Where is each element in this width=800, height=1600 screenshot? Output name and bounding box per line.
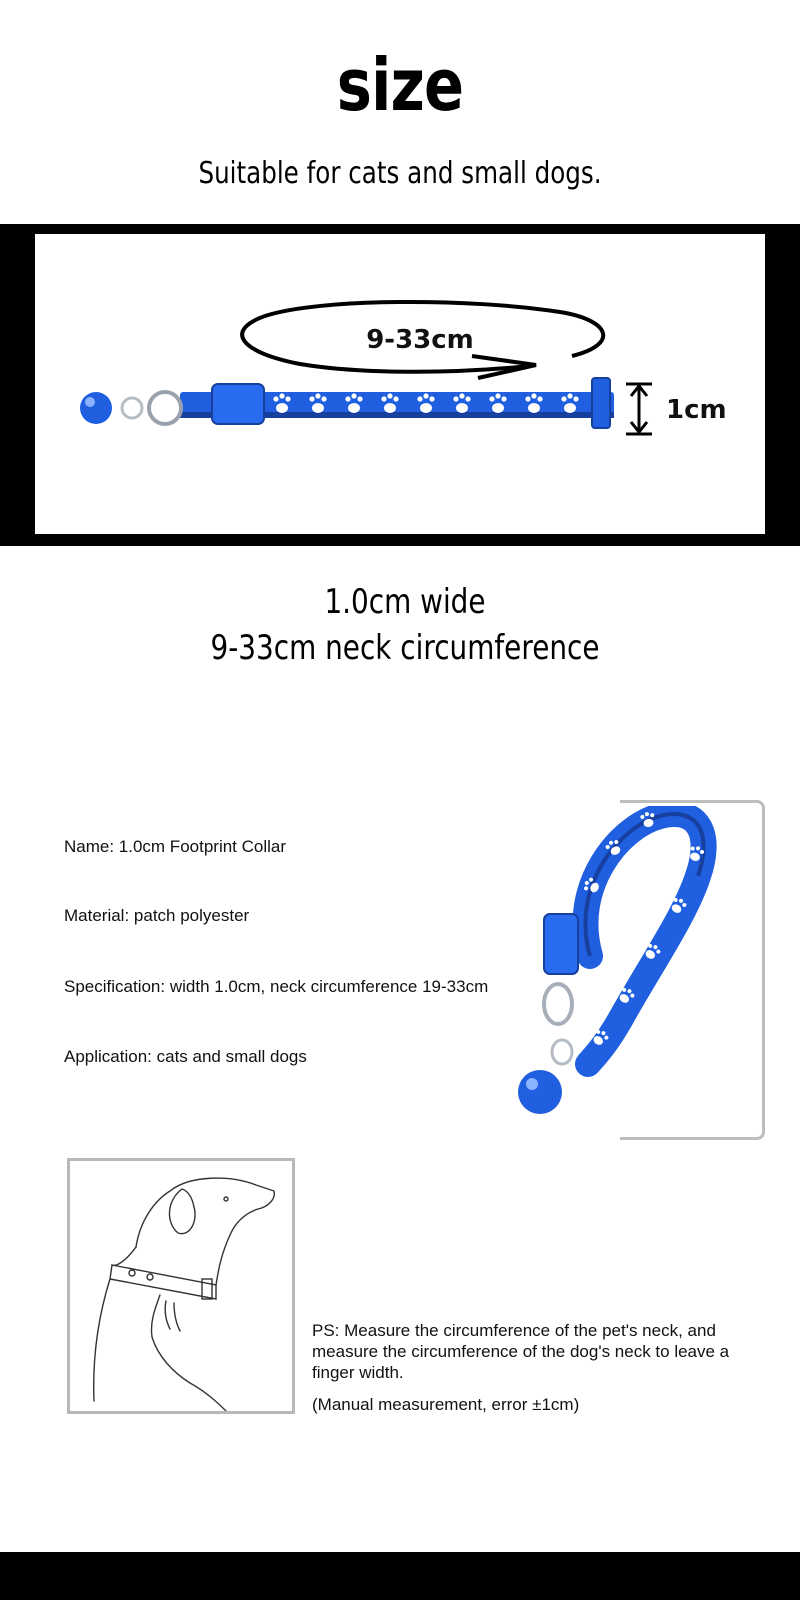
bell-highlight [85,397,95,407]
ring-icon [544,984,572,1024]
bell-icon [518,1070,562,1114]
buckle-icon [544,914,578,974]
small-ring-icon [552,1040,572,1064]
bell-highlight [526,1078,538,1090]
dog-throat-outline [216,1235,230,1285]
collar-band-outline [110,1265,216,1299]
dog-chest-outline [94,1279,110,1401]
ring-icon [149,392,181,424]
product-material: Material: patch polyester [64,906,250,925]
product-application: Application: cats and small dogs [64,1047,307,1066]
dog-neck-outline [112,1247,136,1265]
length-label: 9-33cm [366,325,474,355]
dog-eye-icon [224,1197,228,1201]
product-name: Name: 1.0cm Footprint Collar [64,837,287,856]
dog-ear-outline [169,1189,195,1234]
bell-icon [80,392,112,424]
measurement-error: (Manual measurement, error ±1cm) [312,1395,580,1414]
dog-illustration-box [67,1158,295,1414]
dog-head-outline [170,1178,274,1235]
collar-illustration [80,378,614,428]
neck-summary: 9-33cm neck circumference [210,628,600,668]
finger-outline [174,1303,180,1331]
collar-hole [129,1270,135,1276]
buckle-icon [212,384,264,424]
footer-bar [0,1552,800,1600]
small-ring-icon [122,398,142,418]
product-specification: Specification: width 1.0cm, neck circumference 19-33cm [64,977,489,996]
page-subtitle: Suitable for cats and small dogs. [198,156,602,191]
measurement-note: PS: Measure the circumference of the pet's neck, and measure the circumference of the dog's neck to leave a finger width. [312,1321,730,1382]
hand-outline [151,1295,226,1411]
size-diagram-frame [0,224,800,546]
width-label: 1cm [666,395,727,425]
dog-neck-measure-illustration [70,1161,292,1411]
width-indicator [626,384,652,434]
collar-size-diagram [0,224,800,546]
collar-photo [500,806,720,1136]
finger-outline [165,1301,170,1329]
page-title: size [336,43,464,127]
width-summary: 1.0cm wide [324,582,486,622]
collar-hole [147,1274,153,1280]
slider-icon [592,378,610,428]
dog-back-outline [136,1191,170,1247]
paw-prints [273,393,578,413]
collar-loop [585,814,703,1064]
